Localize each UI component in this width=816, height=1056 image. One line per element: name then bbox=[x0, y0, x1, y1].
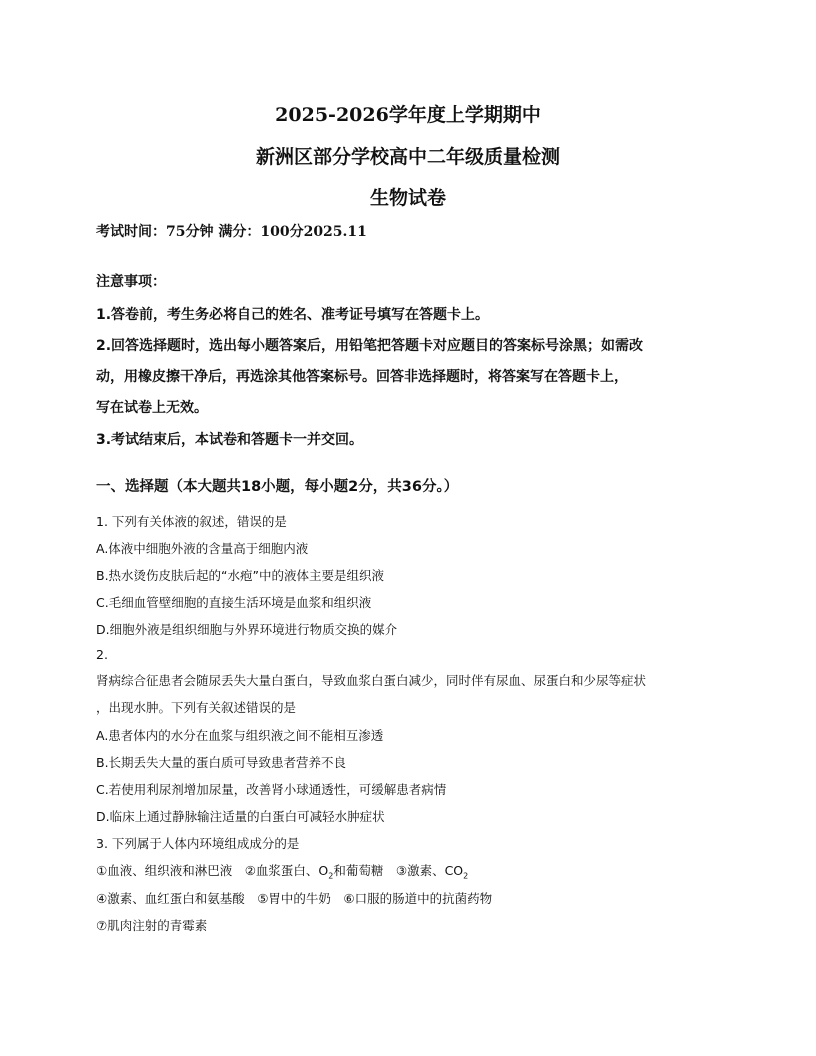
question-1-option-d: D.细胞外液是组织细胞与外界环境进行物质交换的媒介 bbox=[96, 622, 398, 637]
question-2-option-a: A.患者体内的水分在血浆与组织液之间不能相互渗透 bbox=[96, 728, 384, 743]
exam-title-year: 2025-2026学年度上学期期中 bbox=[275, 104, 541, 126]
notes-heading: 注意事项： bbox=[96, 274, 166, 290]
question-3-options-line-1 bbox=[96, 861, 468, 881]
note-item-1: 1.答卷前，考生务必将自己的姓名、准考证号填写在答题卡上。 bbox=[96, 307, 490, 323]
note-item-3: 3.考试结束后，本试卷和答题卡一并交回。 bbox=[96, 432, 364, 448]
question-3-options-line-1-part-2: 和葡萄糖 ③激素、CO bbox=[333, 863, 464, 878]
question-2-option-c: C.若使用利尿剂增加尿量，改善肾小球通透性，可缓解患者病情 bbox=[96, 782, 447, 797]
question-3-stem: 3. 下列属于人体内环境组成成分的是 bbox=[96, 836, 300, 851]
question-1-stem: 1. 下列有关体液的叙述，错误的是 bbox=[96, 514, 287, 529]
note-item-2-line-1: 2.回答选择题时，选出每小题答案后，用铅笔把答题卡对应题目的答案标号涂黑；如需改 bbox=[96, 338, 644, 354]
exam-title-school: 新洲区部分学校高中二年级质量检测 bbox=[255, 146, 560, 168]
question-2-stem-line-1: 肾病综合征患者会随尿丢失大量白蛋白，导致血浆白蛋白减少，同时伴有尿血、尿蛋白和少尿等症状 bbox=[96, 673, 647, 688]
question-1-option-b: B.热水烫伤皮肤后起的“水疱”中的液体主要是组织液 bbox=[96, 568, 385, 583]
section-heading-choice: 一、选择题（本大题共18小题，每小题2分，共36分。） bbox=[96, 479, 459, 495]
question-2-number: 2. bbox=[96, 647, 108, 662]
question-2-option-d: D.临床上通过静脉输注适量的白蛋白可减轻水肿症状 bbox=[96, 809, 385, 824]
question-2-stem-line-2: ，出现水肿。下列有关叙述错误的是 bbox=[96, 700, 297, 715]
question-3-options-line-2: ④激素、血红蛋白和氨基酸 ⑤胃中的牛奶 ⑥口服的肠道中的抗菌药物 bbox=[96, 891, 493, 906]
question-3-options-line-3: ⑦肌肉注射的青霉素 bbox=[96, 918, 208, 933]
note-item-2-line-3: 写在试卷上无效。 bbox=[96, 400, 208, 416]
question-2-option-b: B.长期丢失大量的蛋白质可导致患者营养不良 bbox=[96, 755, 347, 770]
question-1-option-a: A.体液中细胞外液的含量高于细胞内液 bbox=[96, 541, 309, 556]
note-item-2-line-2: 动，用橡皮擦干净后，再选涂其他答案标号。回答非选择题时，将答案写在答题卡上， bbox=[96, 369, 628, 385]
question-3-options-line-1-part-1: ①血液、组织液和淋巴液 ②血浆蛋白、O bbox=[96, 863, 329, 878]
subscript-2-co2: 2 bbox=[463, 871, 469, 881]
question-1-option-c: C.毛细血管壁细胞的直接生活环境是血浆和组织液 bbox=[96, 595, 372, 610]
exam-title-subject: 生物试卷 bbox=[369, 187, 446, 209]
exam-info: 考试时间：75分钟 满分：100分2025.11 bbox=[96, 224, 367, 240]
subscript-2: 2 bbox=[328, 871, 334, 881]
